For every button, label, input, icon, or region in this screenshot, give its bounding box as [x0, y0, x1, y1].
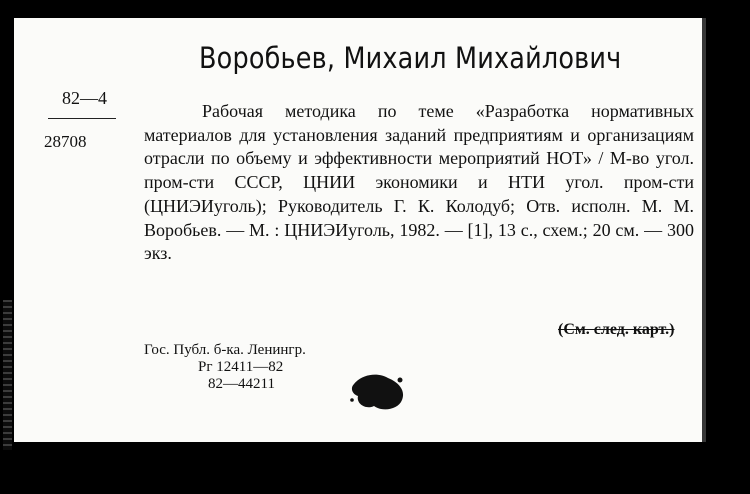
continuation-note-text: (См. след. карт.) — [558, 321, 675, 338]
scan-right-edge — [702, 18, 706, 442]
continuation-note — [558, 321, 675, 339]
library-line: Гос. Публ. б-ка. Ленингр. — [144, 342, 306, 358]
library-stamp — [144, 342, 306, 393]
accession-number: 28708 — [44, 132, 87, 151]
bibliographic-description: Рабочая методика по теме «Разработка нормативных материалов для установления заданий предприятиям и организациям отрасли по объему и эффективности мероприятий НОТ» / М-во угол. пром-сти СССР, ЦНИИ экономики и НТИ угол. пром-сти (ЦНИЭИуголь); Руководитель Г. К. Колодуб; Отв. исполн. М. М. Воробьев. — М. : ЦНИЭИуголь, 1982. — [1], 13 с., схем.; 20 см. — 300 экз. — [144, 101, 694, 264]
catalog-card — [14, 18, 702, 442]
registration-number: Рг 12411—82 — [198, 359, 284, 375]
divider-rule — [48, 118, 116, 119]
classification-code: 82—4 — [62, 88, 107, 108]
card-number: 82—44211 — [208, 376, 275, 392]
author-heading: Воробьев, Михаил Михайлович — [199, 41, 622, 75]
scan-edge-artifact — [3, 300, 12, 450]
ink-blot — [348, 370, 408, 412]
